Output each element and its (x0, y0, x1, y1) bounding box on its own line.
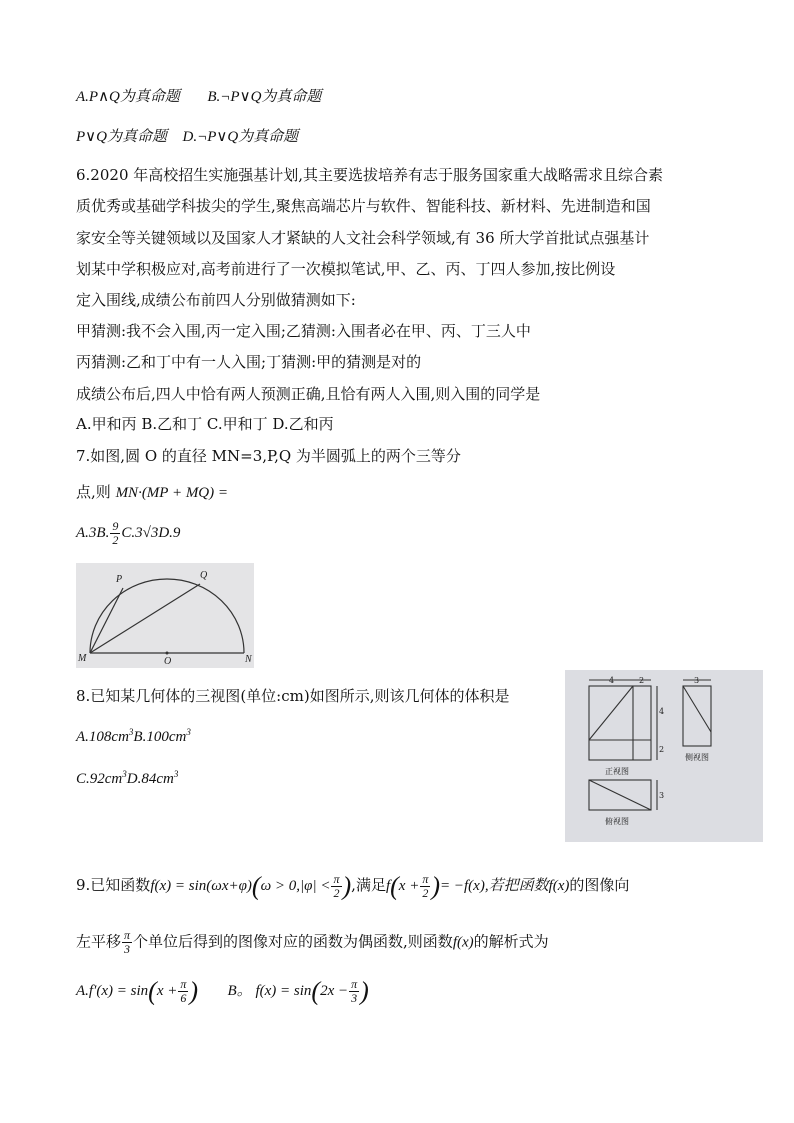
label-m: M (78, 653, 87, 664)
q9-pi-over-3: $\frac{\pi}{3}$ (124, 928, 131, 956)
q8-option-b: $B.100cm^3$ (133, 727, 191, 745)
q7-option-b-frac (110, 520, 120, 547)
q9-mid-text: ,满足 (351, 875, 386, 894)
dim-top-3: 3 (659, 791, 665, 800)
q8-option-a: $A.108cm^3$ (76, 727, 134, 745)
q9-stem-line-2 (76, 929, 549, 956)
q7-option-d: D.9 (158, 524, 181, 541)
q9-pi-over-2: $\frac{\pi}{2}$ (333, 872, 340, 900)
q7-option-a: A.3 (76, 524, 97, 541)
q5-options-row2 (76, 127, 298, 147)
q8-options-row2 (76, 764, 178, 789)
q5-options-row1 (76, 87, 321, 107)
q7-line-2-prefix: 点,则 (76, 483, 111, 501)
label-q: Q (200, 570, 208, 581)
right-paren: ) (342, 871, 352, 901)
q5-option-d: D.¬P∨Q为真命题 (182, 129, 299, 145)
label-o: O (164, 656, 172, 667)
q9-stem-line-1 (76, 873, 629, 900)
q9-line2-fx: f(x) (452, 934, 474, 951)
q7-line-2 (76, 482, 228, 503)
label-p: P (116, 574, 123, 585)
q5-option-b: B.¬P∨Q为真命题 (207, 89, 322, 105)
q9-line2-rest: 个单位后得到的图像对应的函数为偶函数,则函数 (133, 932, 453, 951)
q6-line-1: 6.2020 年高校招生实施强基计划,其主要选拔培养有志于服务国家重大战略需求且综合素 (76, 166, 664, 184)
top-view-label: 俯视图 (605, 817, 629, 826)
label-n: N (245, 654, 252, 665)
dim-front-2-side: 2 (659, 745, 665, 754)
q6-line-4: 划某中学积极应对,高考前进行了一次模拟笔试,甲、乙、丙、丁四人参加,按比例设 (76, 260, 616, 278)
q9-line2-prefix: 左平移 (76, 932, 122, 951)
semicircle-arc (90, 579, 244, 653)
q9-option-b: B。 f(x) = sin(2x − $\frac{\pi}{3}$ ) (227, 976, 369, 1006)
side-view-label: 侧视图 (685, 753, 709, 762)
q9-line2-end: 的解析式为 (473, 932, 549, 951)
q9-tail: 的图像向 (569, 875, 630, 894)
q6-line-7: 丙猜测:乙和丁中有一人入围;丁猜测:甲的猜测是对的 (76, 353, 422, 371)
q8-options-row1 (76, 722, 191, 747)
q7-option-b-label: B. (96, 524, 110, 541)
q7-frac-num: 9 (112, 519, 119, 533)
right-paren-2: ) (431, 871, 441, 901)
q6-line-8: 成绩公布后,四人中恰有两人预测正确,且恰有两人入围,则入围的同学是 (76, 385, 541, 403)
center-o-point (166, 652, 169, 655)
q7-options (76, 520, 180, 547)
q9-condition: ω > 0,|φ| < (260, 877, 331, 894)
q9-function: f(x) = sin(ωx+φ) (150, 877, 252, 894)
left-paren-2: ( (390, 871, 399, 901)
dim-front-4-side: 4 (659, 707, 665, 716)
q9-equation: = −f(x),若把函数 (440, 877, 549, 894)
front-view-label: 正视图 (605, 767, 629, 776)
q7-semicircle-figure (76, 563, 254, 668)
q5-option-a: A.P∧Q为真命题 (76, 89, 180, 105)
side-view (683, 680, 711, 746)
top-view (589, 780, 657, 810)
q6-line-6: 甲猜测:我不会入围,丙一定入围;乙猜测:入围者必在甲、丙、丁三人中 (76, 322, 531, 340)
q7-vector-expression: MN·(MP + MQ) = (115, 485, 229, 501)
q8-option-c: $C.92cm^3$ (76, 769, 127, 787)
dim-front-2-top: 2 (639, 676, 645, 685)
q8-stem: 8.已知某几何体的三视图(单位:cm)如图所示,则该几何体的体积是 (76, 687, 510, 705)
segment-mq (90, 584, 200, 653)
q7-frac-den: 2 (112, 533, 119, 547)
dim-side-3: 3 (694, 676, 700, 685)
q6-line-3: 家安全等关键领域以及国家人才紧缺的人文社会科学领域,有 36 所大学首批试点强基计 (76, 229, 650, 247)
q6-line-2: 质优秀或基础学科拔尖的学生,聚焦高端芯片与软件、智能科技、新材料、先进制造和国 (76, 197, 651, 215)
q9-option-a: A.f′(x) = sin(x + $\frac{\pi}{6}$ ) (76, 976, 199, 1006)
q9-x-plus: x + (398, 877, 420, 894)
q9-stem-prefix: 9.已知函数 (76, 875, 151, 894)
q6-line-5: 定入围线,成绩公布前四人分别做猜测如下: (76, 291, 356, 309)
left-paren: ( (251, 871, 261, 901)
q7-line-1: 7.如图,圆 O 的直径 MN=3,P,Q 为半圆弧上的两个三等分 (76, 447, 461, 465)
q8-option-d: $D.84cm^3$ (126, 769, 179, 787)
q5-option-c: P∨Q为真命题 (76, 129, 167, 145)
q9-options (76, 978, 369, 1005)
q8-three-view-figure (565, 670, 763, 842)
q7-option-c: C.3√3 (121, 524, 159, 541)
q9-fx: f(x) (548, 877, 570, 894)
q9-pi-over-2-b: $\frac{\pi}{2}$ (422, 872, 429, 900)
dim-front-4-top: 4 (609, 676, 615, 685)
front-view (589, 680, 657, 760)
q6-options: A.甲和丙 B.乙和丁 C.甲和丁 D.乙和丙 (76, 415, 334, 433)
q9-f-shift: f (385, 877, 391, 894)
